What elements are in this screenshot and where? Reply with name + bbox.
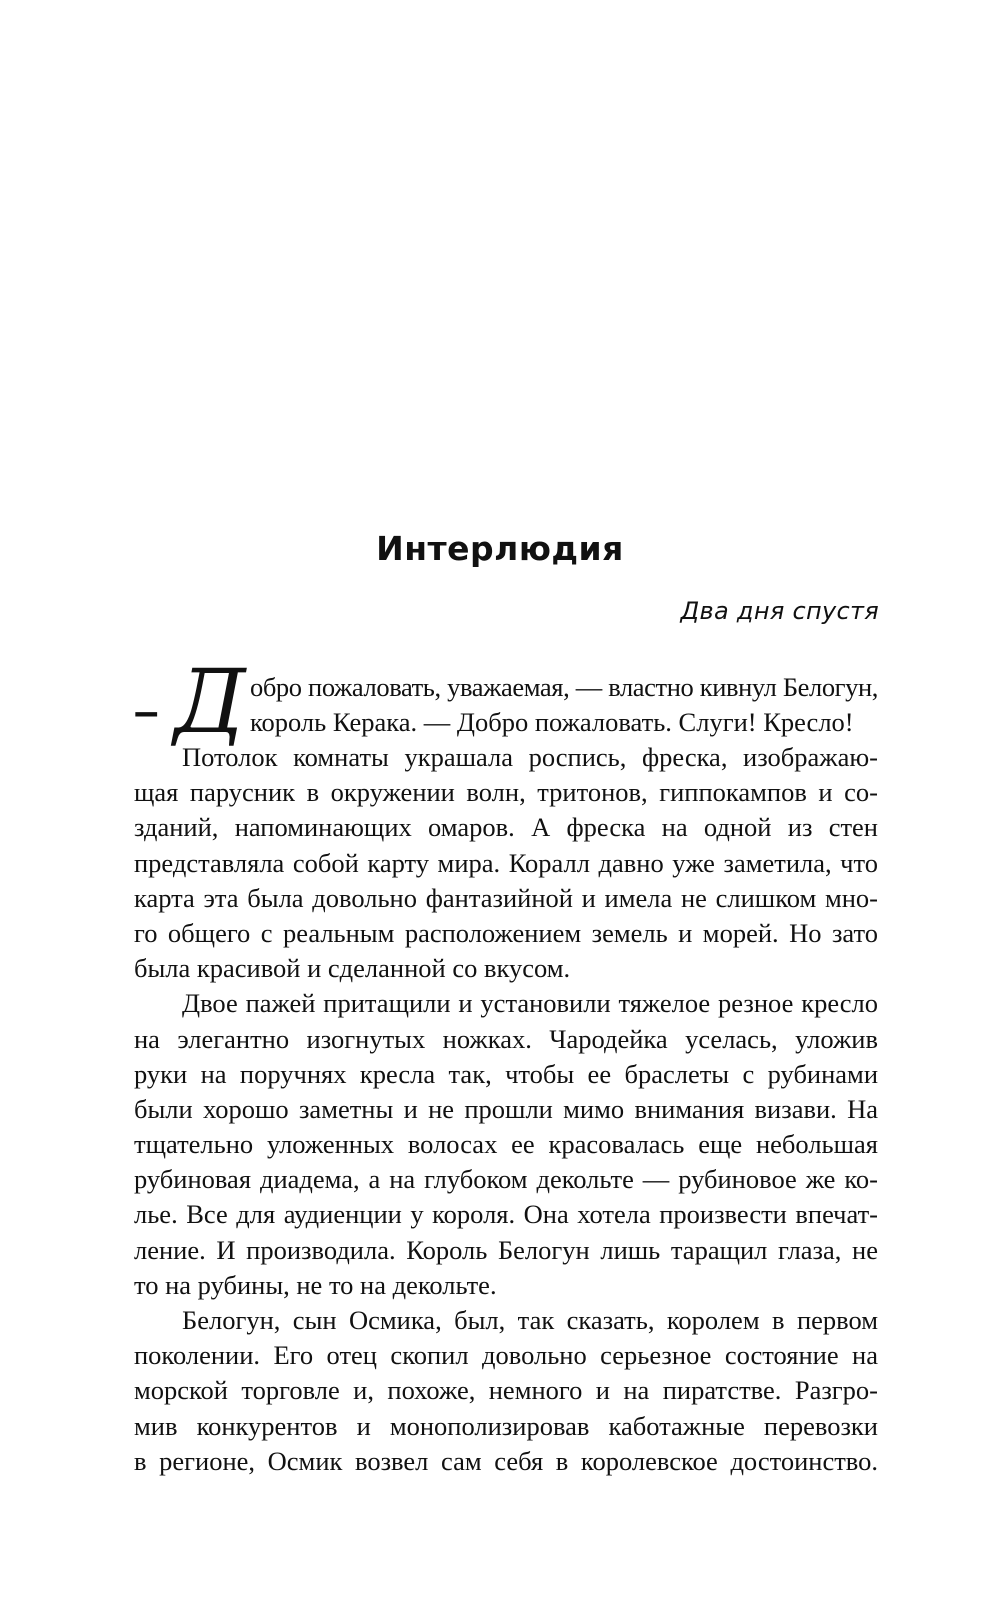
- text-line: была красивой и сделанной со вкусом.: [134, 953, 571, 984]
- text-line: карта эта была довольно фантазийной и имела не слишком мно-: [134, 882, 878, 913]
- text-line: поколении. Его отец скопил довольно серьезное состояние на: [134, 1340, 878, 1371]
- text-line: щая парусник в окружении волн, тритонов, гиппокампов и со-: [134, 777, 878, 808]
- text-line: ление. И производила. Король Белогун лишь таращил глаза, не: [134, 1234, 878, 1265]
- dialogue-dash: –: [134, 687, 159, 736]
- text-line: обро пожаловать, уважаемая, — властно кивнул Белогун,: [250, 672, 878, 702]
- text-line: зданий, напоминающих омаров. А фреска на одной из стен: [134, 812, 878, 843]
- text-line: на элегантно изогнутых ножках. Чародейка уселась, уложив: [134, 1023, 878, 1054]
- text-line: мив конкурентов и монополизировав каботажные перевозки: [134, 1410, 878, 1441]
- text-line: то на рубины, не то на декольте.: [134, 1269, 497, 1300]
- text-line: король Керака. — Добро пожаловать. Слуги! Кресло!: [250, 707, 854, 738]
- chapter-subtitle: Два дня спустя: [680, 597, 879, 625]
- text-line: были хорошо заметны и не прошли мимо внимания визави. На: [134, 1093, 878, 1124]
- chapter-title: Интерлюдия: [376, 529, 624, 568]
- opening-lines: [250, 670, 878, 740]
- text-line: руки на поручнях кресла так, чтобы ее браслеты с рубинами: [134, 1058, 878, 1089]
- text-line: представляла собой карту мира. Коралл давно уже заметила, что: [134, 847, 878, 878]
- text-line: Потолок комнаты украшала роспись, фреска, изображаю-: [182, 742, 878, 772]
- text-line: лье. Все для аудиенции у короля. Она хотела произвести впечат-: [134, 1199, 878, 1230]
- body-text: [134, 740, 878, 1479]
- text-line: рубиновая диадема, а на глубоком декольте — рубиновое же ко-: [134, 1164, 878, 1195]
- drop-cap: Д: [174, 650, 246, 753]
- text-line: го общего с реальным расположением земель и морей. Но зато: [134, 917, 878, 948]
- text-line: в регионе, Осмик возвел сам себя в королевское достоинство.: [134, 1445, 878, 1476]
- text-line: морской торговле и, похоже, немного и на пиратстве. Разгро-: [134, 1375, 878, 1406]
- text-line: Двое пажей притащили и установили тяжелое резное кресло: [182, 988, 878, 1019]
- text-line: тщательно уложенных волосах ее красовалась еще небольшая: [134, 1129, 878, 1160]
- text-line: Белогун, сын Осмика, был, так сказать, королем в первом: [182, 1305, 878, 1335]
